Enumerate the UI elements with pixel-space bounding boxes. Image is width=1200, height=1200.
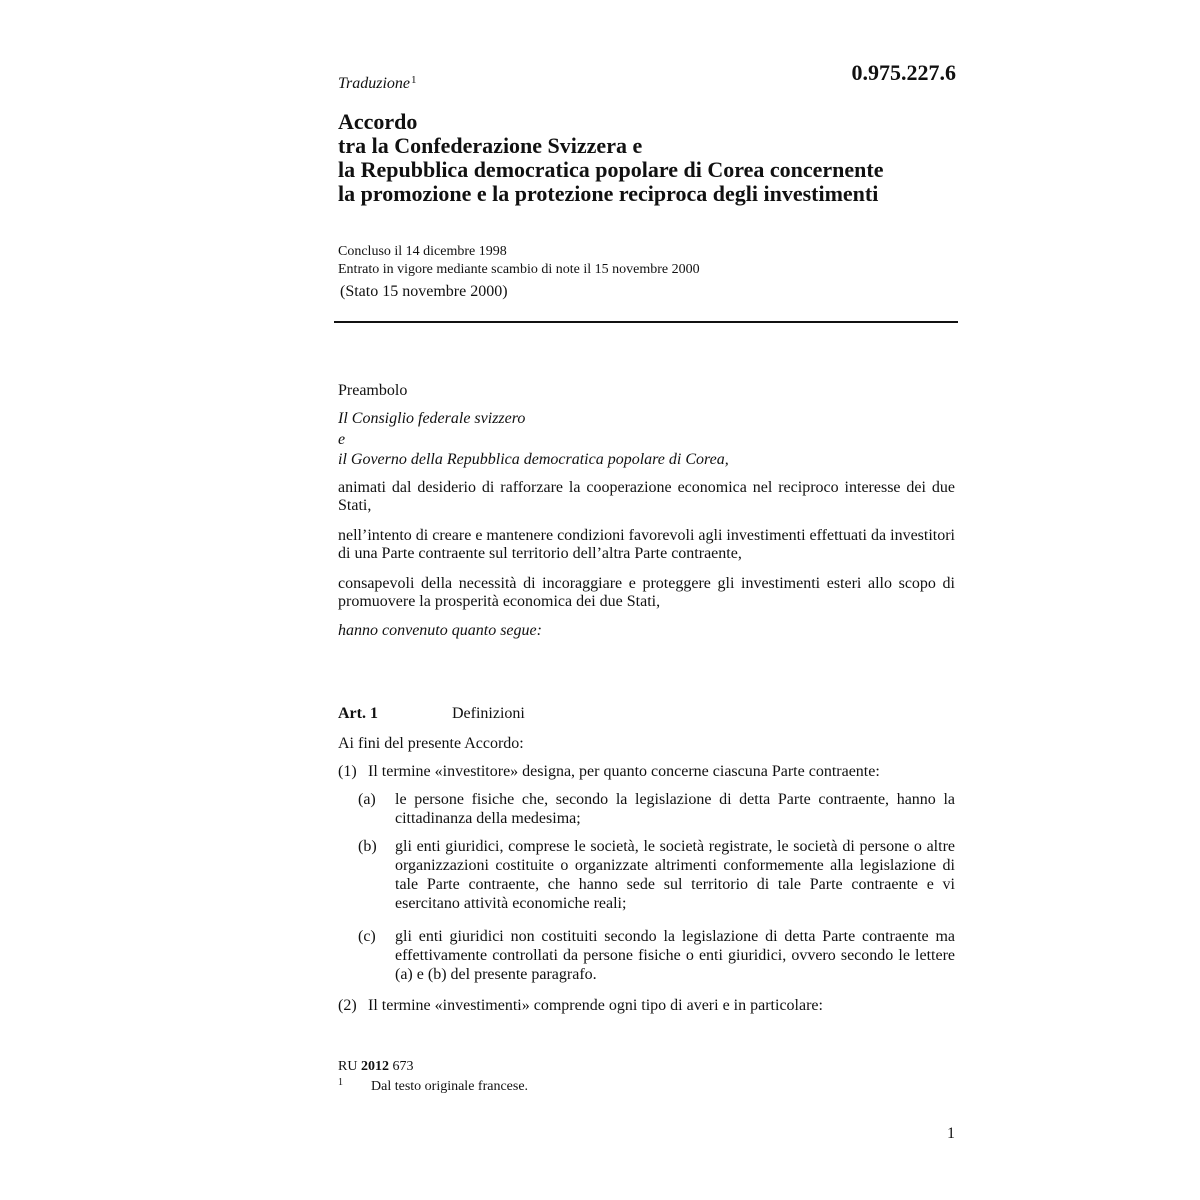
paragraph-1 xyxy=(338,763,880,781)
item-text: gli enti giuridici, comprese le società, le società registrate, le società di persone o altre organizzazioni costituite o organizzate altrimenti conformemente alla legislazione di tale Parte contraente, che hanno sede sul territorio di tale Parte contraente e vi esercitano attività economiche reali; xyxy=(395,838,955,912)
page-number: 1 xyxy=(947,1125,955,1142)
item-label: (b) xyxy=(358,838,377,855)
preamble-recital: animati dal desiderio di rafforzare la cooperazione economica nel reciproco interesse dei due Stati, xyxy=(338,479,955,514)
article-intro: Ai fini del presente Accordo: xyxy=(338,735,524,752)
list-item xyxy=(358,790,955,828)
ru-year: 2012 xyxy=(360,1059,389,1074)
item-label: (a) xyxy=(358,791,376,808)
translation-label: Traduzione$^1$ xyxy=(338,74,417,92)
footnote-number: 1 xyxy=(338,1077,343,1088)
paragraph-number: (1) xyxy=(338,763,357,780)
list-item xyxy=(358,927,955,984)
title-line: la promozione e la protezione reciproca degli investimenti xyxy=(338,181,879,206)
paragraph-2 xyxy=(338,997,823,1015)
footnote-ref: 1 xyxy=(411,74,417,86)
item-text: gli enti giuridici non costituiti secondo la legislazione di detta Parte contraente ma effettivamente controllati da persone fisiche o enti giuridici, ovvero secondo le lettere (a) e (b) del presente paragrafo. xyxy=(395,928,955,983)
preamble-closing: hanno convenuto quanto segue: xyxy=(338,622,542,639)
paragraph-text: Il termine «investitore» designa, per quanto concerne ciascuna Parte contraente: xyxy=(368,763,880,780)
list-item xyxy=(358,837,955,913)
preamble-recital: nell’intento di creare e mantenere condizioni favorevoli agli investimenti effettuati da investitori di una Parte contraente sul territorio dell’altra Parte contraente, xyxy=(338,527,955,562)
status-date: (Stato 15 novembre 2000) xyxy=(340,283,508,300)
item-text: le persone fisiche che, secondo la legislazione di detta Parte contraente, hanno la cittadinanza della medesima; xyxy=(395,791,955,827)
article-number: Art. 1 xyxy=(338,705,378,722)
article-title: Definizioni xyxy=(452,705,525,722)
preamble-party-2: il Governo della Repubblica democratica popolare di Corea, xyxy=(338,451,729,468)
preamble-party-1: Il Consiglio federale svizzero xyxy=(338,410,526,427)
header-divider xyxy=(334,321,958,323)
preamble-recital: consapevoli della necessità di incoraggiare e proteggere gli investimenti esteri allo scopo di promuovere la prosperità economica dei due Stati, xyxy=(338,575,955,610)
title-line: tra la Confederazione Svizzera e xyxy=(338,133,643,158)
in-force-date: Entrato in vigore mediante scambio di note il 15 novembre 2000 xyxy=(338,262,700,277)
title-line: la Repubblica democratica popolare di Corea concernente xyxy=(338,157,884,182)
title-line: Accordo xyxy=(338,109,418,134)
sr-number: 0.975.227.6 xyxy=(851,60,956,85)
paragraph-number: (2) xyxy=(338,997,357,1014)
document-title xyxy=(338,110,978,206)
ru-reference: RU 2012 673 xyxy=(338,1059,414,1074)
item-label: (c) xyxy=(358,928,376,945)
document-meta xyxy=(338,243,700,279)
concluded-date: Concluso il 14 dicembre 1998 xyxy=(338,244,507,259)
footnote xyxy=(338,1079,528,1095)
preamble-conjunction: e xyxy=(338,431,346,448)
preamble-heading: Preambolo xyxy=(338,382,408,399)
paragraph-text: Il termine «investimenti» comprende ogni tipo di averi e in particolare: xyxy=(368,997,823,1014)
footnote-text: Dal testo originale francese. xyxy=(371,1079,529,1094)
